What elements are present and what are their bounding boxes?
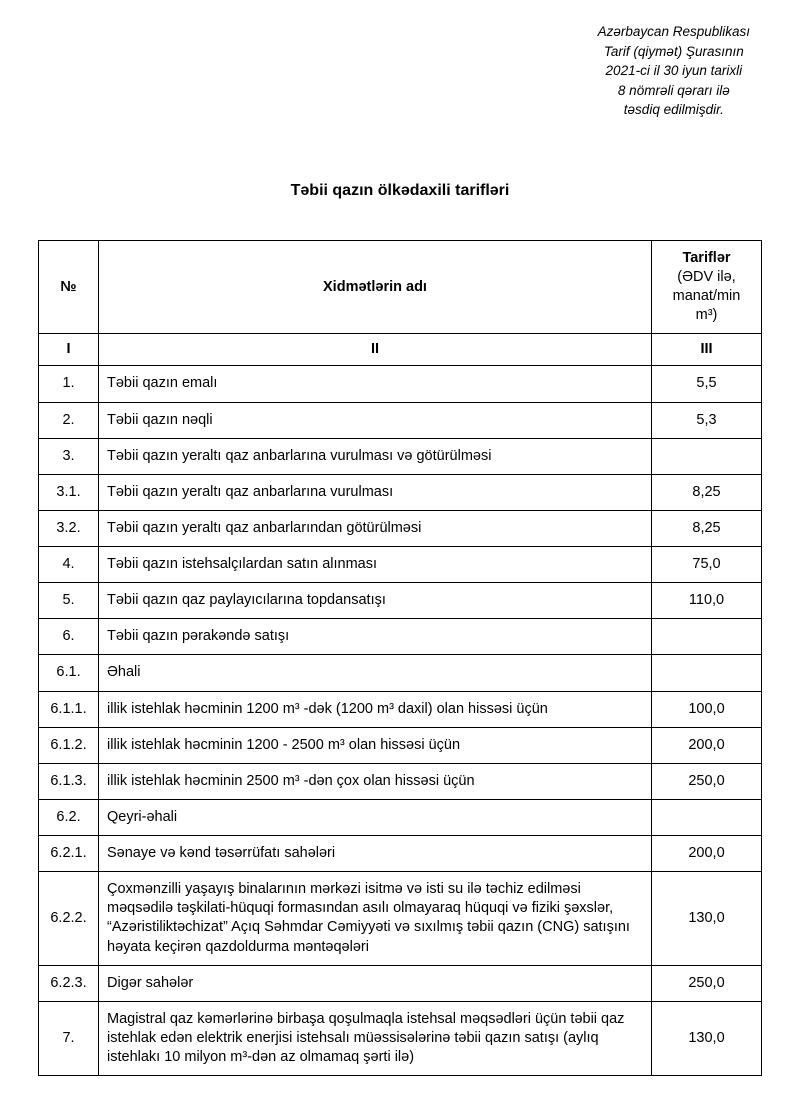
table-row	[39, 619, 762, 655]
tariff-value: 250,0	[652, 763, 762, 799]
tariff-table	[38, 240, 762, 1076]
approval-note	[598, 22, 750, 120]
index-col-1: I	[39, 334, 99, 366]
header-tariff-sub: manat/min m³)	[672, 288, 741, 324]
service-name: Təbii qazın istehsalçılardan satın alınması	[99, 547, 652, 583]
tariff-value: 200,0	[652, 836, 762, 872]
service-name: Təbii qazın yeraltı qaz anbarlarına vurulması	[99, 474, 652, 510]
row-number: 1.	[39, 366, 99, 402]
table-row	[39, 474, 762, 510]
tariff-value: 100,0	[652, 691, 762, 727]
tariff-value: 110,0	[652, 583, 762, 619]
table-row	[39, 691, 762, 727]
row-number: 6.1.	[39, 655, 99, 691]
service-name: Təbii qazın nəqli	[99, 402, 652, 438]
row-number: 7.	[39, 1001, 99, 1075]
row-number: 3.1.	[39, 474, 99, 510]
service-name: Digər sahələr	[99, 965, 652, 1001]
table-row	[39, 1001, 762, 1075]
tariff-value: 75,0	[652, 547, 762, 583]
row-number: 6.2.3.	[39, 965, 99, 1001]
tariff-value: 200,0	[652, 727, 762, 763]
row-number: 3.2.	[39, 510, 99, 546]
tariff-value	[652, 438, 762, 474]
row-number: 5.	[39, 583, 99, 619]
tariff-value: 5,5	[652, 366, 762, 402]
row-number: 2.	[39, 402, 99, 438]
service-name: Təbii qazın pərakəndə satışı	[99, 619, 652, 655]
row-number: 6.2.	[39, 799, 99, 835]
row-number: 6.1.1.	[39, 691, 99, 727]
index-col-3: III	[652, 334, 762, 366]
tariff-value: 250,0	[652, 965, 762, 1001]
row-number: 6.	[39, 619, 99, 655]
table-row	[39, 763, 762, 799]
approval-note-line: 8 nömrəli qərarı ilə	[617, 82, 730, 98]
approval-note-line: Azərbaycan Respublikası	[597, 24, 750, 39]
row-number: 6.2.2.	[39, 872, 99, 966]
tariff-value	[652, 799, 762, 835]
tariff-value: 8,25	[652, 510, 762, 546]
column-index-row	[39, 334, 762, 366]
table-row	[39, 438, 762, 474]
tariff-value: 5,3	[652, 402, 762, 438]
table-row	[39, 872, 762, 966]
approval-note-line: 2021-ci il 30 iyun tarixli	[605, 63, 743, 79]
tariff-value: 130,0	[652, 872, 762, 966]
row-number: 6.1.2.	[39, 727, 99, 763]
approval-note-line: təsdiq edilmişdir.	[623, 102, 724, 118]
table-row	[39, 510, 762, 546]
service-name: Çoxmənzilli yaşayış binalarının mərkəzi isitmə və isti su ilə təchiz edilməsi məqsədilə təşkilati-hüquqi formasından asılı olmayaraq hüquqi və fiziki şəxslər, “Azəristiliktəchizat” Açıq Səhmdar Cəmiyyəti və sıxılmış təbii qazın (CNG) satışını həyata keçirən qazdoldurma məntəqələri	[99, 872, 652, 966]
tariff-value: 8,25	[652, 474, 762, 510]
service-name: Sənaye və kənd təsərrüfatı sahələri	[99, 836, 652, 872]
approval-note-container	[0, 22, 800, 120]
header-number: №	[39, 240, 99, 334]
service-name: Təbii qazın qaz paylayıcılarına topdansatışı	[99, 583, 652, 619]
header-tariff-sub: (ƏDV ilə,	[677, 268, 736, 285]
tariff-value	[652, 655, 762, 691]
page-title: Təbii qazın ölkədaxili tarifləri	[290, 181, 510, 199]
header-tariff	[652, 240, 762, 334]
table-row	[39, 583, 762, 619]
approval-note-line: Tarif (qiymət) Şurasının	[603, 43, 744, 59]
table-row	[39, 799, 762, 835]
row-number: 3.	[39, 438, 99, 474]
table-row	[39, 402, 762, 438]
service-name: illik istehlak həcminin 1200 - 2500 m³ olan hissəsi üçün	[99, 727, 652, 763]
service-name: Magistral qaz kəmərlərinə birbaşa qoşulmaqla istehsal məqsədləri üçün təbii qaz istehlak edən elektrik enerjisi istehsalı müəssisələrinə təbii qazın satışı (aylıq istehlakı 10 milyon m³-dən az olmamaq şərti ilə)	[99, 1001, 652, 1075]
table-row	[39, 727, 762, 763]
service-name: Təbii qazın yeraltı qaz anbarlarından götürülməsi	[99, 510, 652, 546]
service-name: illik istehlak həcminin 2500 m³ -dən çox olan hissəsi üçün	[99, 763, 652, 799]
row-number: 6.2.1.	[39, 836, 99, 872]
table-row	[39, 965, 762, 1001]
service-name: illik istehlak həcminin 1200 m³ -dək (1200 m³ daxil) olan hissəsi üçün	[99, 691, 652, 727]
service-name: Əhali	[99, 655, 652, 691]
table-row	[39, 836, 762, 872]
header-tariff-title: Tariflər	[682, 249, 731, 266]
index-col-2: II	[99, 334, 652, 366]
table-header-row	[39, 240, 762, 334]
row-number: 6.1.3.	[39, 763, 99, 799]
table-row	[39, 655, 762, 691]
service-name: Təbii qazın yeraltı qaz anbarlarına vurulması və götürülməsi	[99, 438, 652, 474]
tariff-value: 130,0	[652, 1001, 762, 1075]
table-row	[39, 366, 762, 402]
tariff-value	[652, 619, 762, 655]
row-number: 4.	[39, 547, 99, 583]
table-row	[39, 547, 762, 583]
header-service-name: Xidmətlərin adı	[99, 240, 652, 334]
service-name: Qeyri-əhali	[99, 799, 652, 835]
service-name: Təbii qazın emalı	[99, 366, 652, 402]
